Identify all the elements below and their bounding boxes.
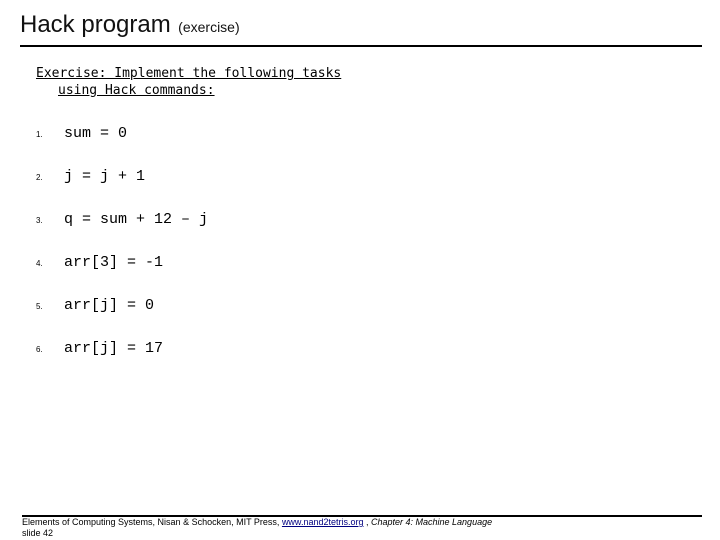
task-code: j = j + 1 — [64, 168, 146, 185]
footer-credit: Elements of Computing Systems, Nisan & Schocken, MIT Press, — [22, 517, 282, 527]
footer-website-link[interactable]: www.nand2tetris.org — [281, 517, 364, 527]
footer-credit-line — [22, 517, 492, 528]
task-number: 1. — [36, 130, 43, 139]
task-code: arr[j] = 0 — [64, 297, 155, 314]
task-number: 6. — [36, 345, 43, 354]
slide-title-area — [20, 11, 240, 39]
task-number: 3. — [36, 216, 43, 225]
exercise-heading-line1: Exercise: Implement the following tasks — [36, 66, 342, 81]
footer-separator: , — [363, 517, 371, 527]
footer — [22, 517, 492, 539]
slide-title: Hack program — [20, 11, 171, 38]
title-divider — [20, 45, 702, 47]
task-code: arr[3] = -1 — [64, 254, 164, 271]
slide-number: slide 42 — [22, 528, 54, 538]
exercise-heading — [36, 65, 341, 99]
footer-chapter: Chapter 4: Machine Language — [371, 517, 493, 527]
exercise-heading-line2: using Hack commands: — [58, 83, 215, 98]
task-code: sum = 0 — [64, 125, 128, 142]
task-code: q = sum + 12 – j — [64, 211, 209, 228]
task-number: 4. — [36, 259, 43, 268]
task-number: 2. — [36, 173, 43, 182]
task-code: arr[j] = 17 — [64, 340, 164, 357]
slide-subtitle: (exercise) — [178, 19, 240, 35]
task-number: 5. — [36, 302, 43, 311]
